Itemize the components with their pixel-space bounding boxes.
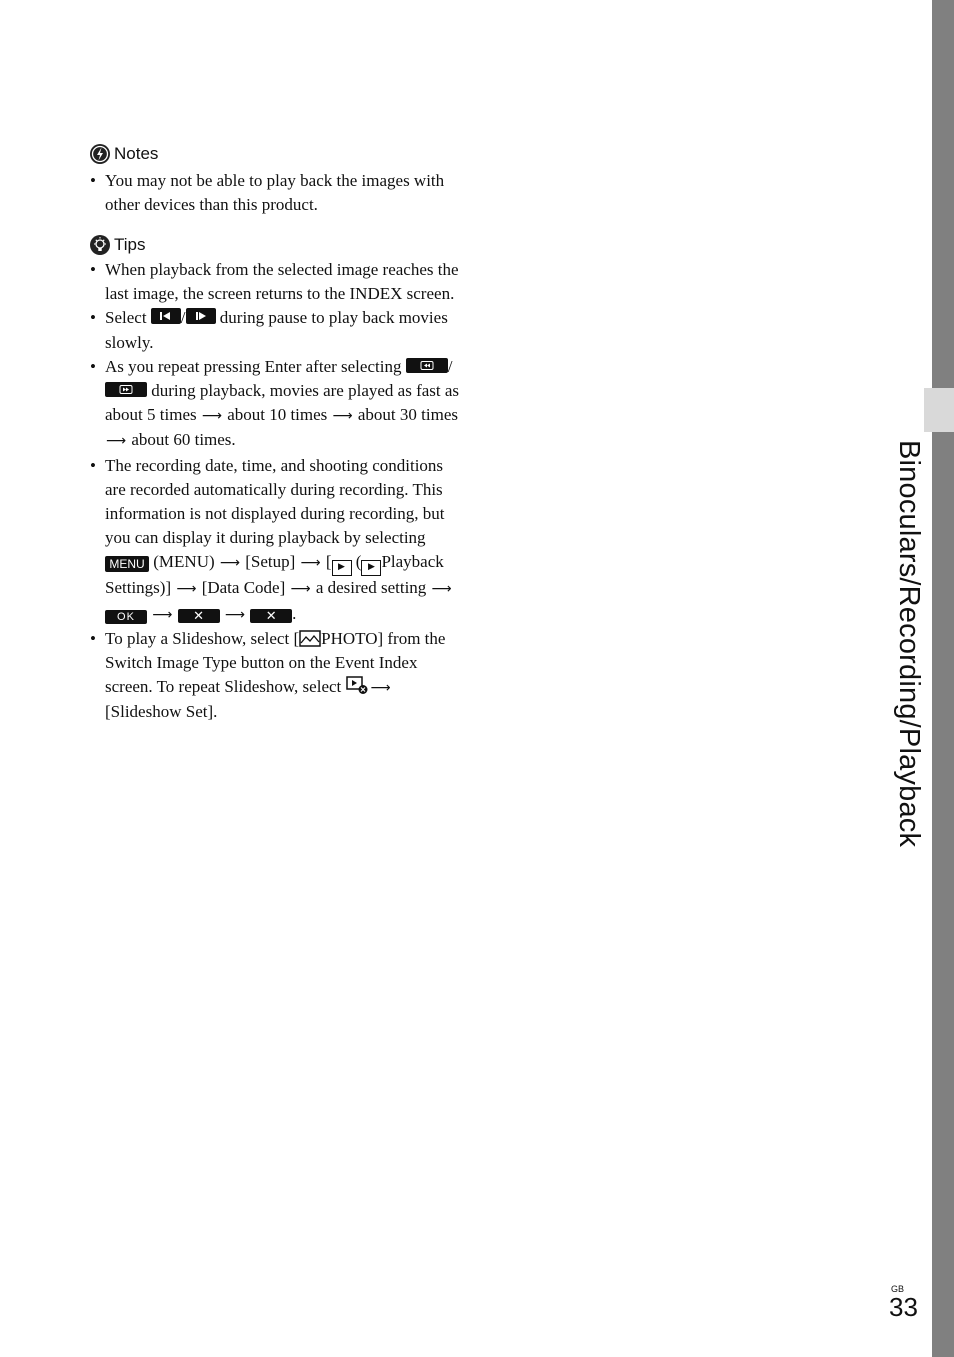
playback-icon: ▶ <box>361 560 381 576</box>
section-tab-marker <box>924 388 954 432</box>
arrow-right-icon: ⟶ <box>332 408 353 425</box>
arrow-right-icon: ⟶ <box>224 606 245 623</box>
arrow-right-icon: ⟶ <box>152 606 173 623</box>
tips-heading-label: Tips <box>114 235 146 254</box>
list-item: • The recording date, time, and shooting conditions are recorded automatically during recording. This information is not displayed during recording, but you can display it during playback by selecting MENU (MENU) ⟶ [Setup] ⟶ [ ▶ ( ▶ Playback Settings)] ⟶ [Data Code] ⟶ a desired setting ⟶ OK ⟶ ✕ ⟶ ✕ . <box>89 454 464 627</box>
close-button[interactable]: ✕ <box>250 609 292 623</box>
notes-caution-icon <box>89 143 111 165</box>
list-item: • When playback from the selected image reaches the last image, the screen returns to the INDEX screen. <box>89 258 464 306</box>
slow-forward-button[interactable] <box>186 308 216 324</box>
arrow-right-icon: ⟶ <box>106 433 127 450</box>
arrow-right-icon: ⟶ <box>219 555 240 572</box>
list-item: • You may not be able to play back the images with other devices than this product. <box>89 169 464 217</box>
close-button[interactable]: ✕ <box>178 609 220 623</box>
tips-heading <box>89 234 146 256</box>
fast-forward-button[interactable] <box>105 382 147 397</box>
arrow-right-icon: ⟶ <box>201 408 222 425</box>
list-item: • To play a Slideshow, select [ PHOTO] from the Switch Image Type button on the Event Index screen. To repeat Slideshow, select ⟶ [Slideshow Set]. <box>89 627 464 725</box>
list-item: • Select / during pause to play back movies slowly. <box>89 306 464 354</box>
ok-button[interactable]: OK <box>105 610 147 624</box>
lightbulb-icon <box>89 234 111 256</box>
section-title: Binoculars/Recording/Playback <box>893 440 925 848</box>
notes-list <box>89 169 464 217</box>
menu-button[interactable]: MENU <box>105 556 149 572</box>
region-code: GB <box>891 1284 905 1294</box>
arrow-right-icon: ⟶ <box>300 555 321 572</box>
fast-reverse-button[interactable] <box>406 358 448 373</box>
arrow-right-icon: ⟶ <box>290 581 311 598</box>
arrow-right-icon: ⟶ <box>176 581 197 598</box>
notes-heading <box>89 143 158 165</box>
arrow-right-icon: ⟶ <box>431 581 452 598</box>
tips-list <box>89 258 464 725</box>
page-number: 33 <box>889 1292 918 1322</box>
arrow-right-icon: ⟶ <box>370 680 391 697</box>
list-item: • As you repeat pressing Enter after selecting / during playback, movies are played as fast as about 5 times ⟶ about 10 times ⟶ about 30 times ⟶ about 60 times. <box>89 355 464 454</box>
notes-heading-label: Notes <box>114 144 159 163</box>
slideshow-settings-icon <box>346 677 370 696</box>
slow-reverse-button[interactable] <box>151 308 181 324</box>
playback-icon: ▶ <box>332 560 352 576</box>
photo-icon <box>299 629 321 648</box>
